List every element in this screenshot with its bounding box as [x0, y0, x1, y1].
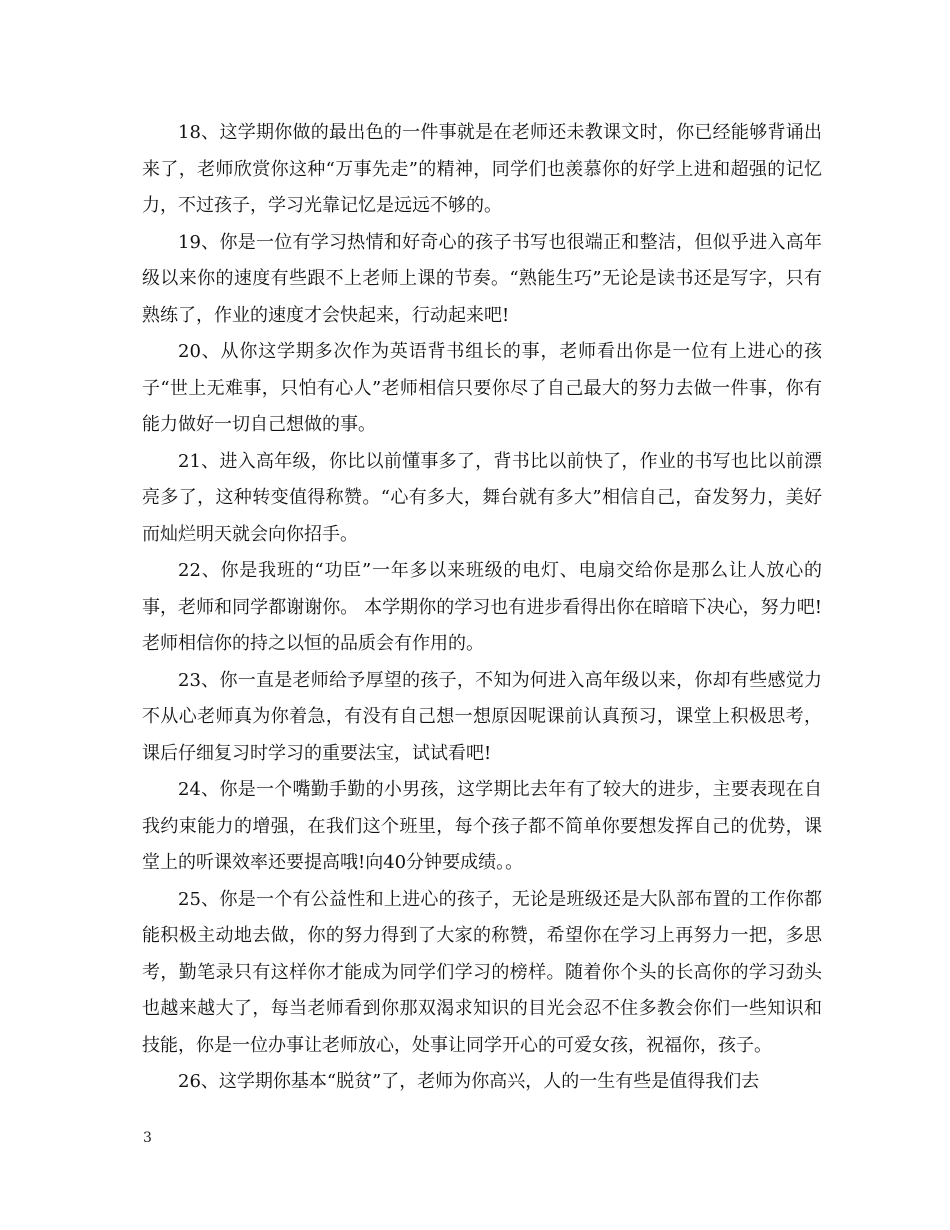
paragraph-20: 20、从你这学期多次作为英语背书组长的事，老师看出你是一位有上进心的孩子“世上无难事，只怕有心人”老师相信只要你尽了自己最大的努力去做一件事，你有能力做好一切自己想做的事。	[142, 341, 822, 435]
paragraph-26: 26、这学期你基本“脱贫”了，老师为你高兴，人的一生有些是值得我们去	[178, 1071, 760, 1092]
paragraph-22: 22、你是我班的“功臣”一年多以来班级的电灯、电扇交给你是那么让人放心的事，老师和同学都谢谢你。 本学期你的学习也有进步看得出你在暗暗下决心，努力吧!老师相信你的持之以恒的品质会有作用的。	[142, 560, 822, 654]
page-number: 3	[143, 1130, 152, 1146]
paragraph-24: 24、你是一个嘴勤手勤的小男孩，这学期比去年有了较大的进步，主要表现在自我约束能力的增强，在我们这个班里，每个孩子都不简单你要想发挥自己的优势，课堂上的听课效率还要提高哦!向40分钟要成绩。。	[142, 779, 822, 873]
paragraph-21: 21、进入高年级，你比以前懂事多了，背书比以前快了，作业的书写也比以前漂亮多了，这种转变值得称赞。“心有多大，舞台就有多大”相信自己，奋发努力，美好而灿烂明天就会向你招手。	[142, 450, 822, 545]
paragraph-19: 19、你是一位有学习热情和好奇心的孩子书写也很端正和整洁，但似乎进入高年级以来你的速度有些跟不上老师上课的节奏。“熟能生巧”无论是读书还是写字，只有熟练了，作业的速度才会快起来，行动起来吧!	[142, 231, 822, 326]
paragraph-25: 25、你是一个有公益性和上进心的孩子，无论是班级还是大队部布置的工作你都能积极主动地去做，你的努力得到了大家的称赞，希望你在学习上再努力一把，多思考，勤笔录只有这样你才能成为同学们学习的榜样。随着你个头的长高你的学习劲头也越来越大了，每当老师看到你那双渴求知识的目光会忍不住多教会你们一些知识和技能，你是一位办事让老师放心，处事让同学开心的可爱女孩，祝福你，孩子。	[142, 888, 822, 1056]
paragraph-23: 23、你一直是老师给予厚望的孩子，不知为何进入高年级以来，你却有些感觉力不从心老师真为你着急，有没有自己想一想原因呢课前认真预习，课堂上积极思考，课后仔细复习时学习的重要法宝，试试看吧!	[142, 669, 822, 764]
document-body	[142, 115, 822, 1101]
paragraph-18: 18、这学期你做的最出色的一件事就是在老师还未教课文时，你已经能够背诵出来了，老师欣赏你这种“万事先走”的精神，同学们也羡慕你的好学上进和超强的记忆力，不过孩子，学习光靠记忆是远远不够的。	[142, 122, 822, 216]
